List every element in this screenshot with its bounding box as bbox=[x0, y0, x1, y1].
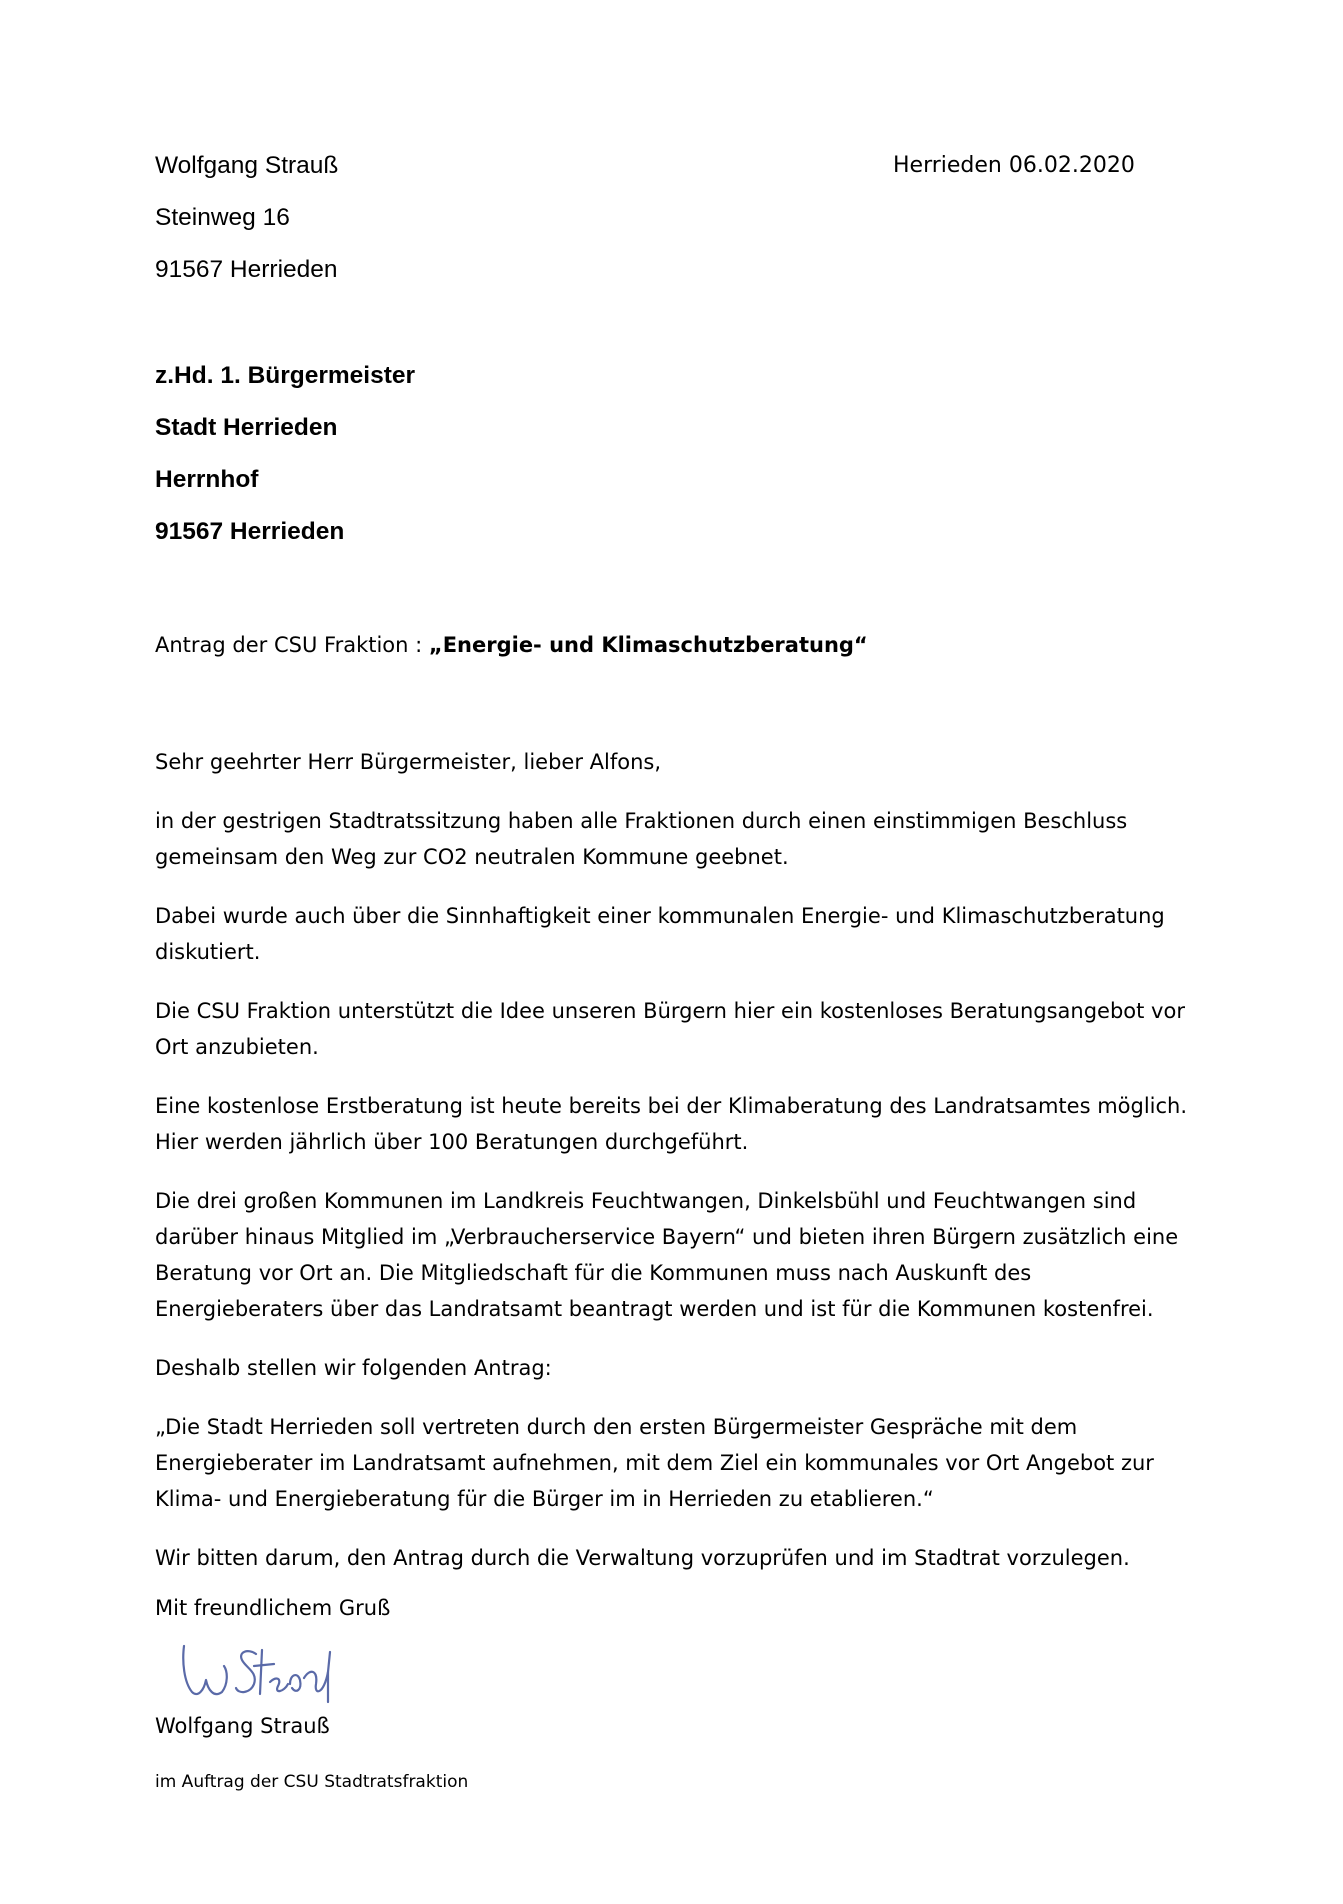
signer-note: im Auftrag der CSU Stadtratsfraktion bbox=[155, 1772, 469, 1792]
recipient-line-3: Herrnhof bbox=[155, 466, 259, 493]
salutation: Sehr geehrter Herr Bürgermeister, lieber Alfons, bbox=[155, 750, 662, 774]
body-paragraph: „Die Stadt Herrieden soll vertreten durch den ersten Bürgermeister Gespräche mit dem Energieberater im Landratsamt aufnehmen, mit dem Ziel ein kommunales vor Ort Angebot zur Klima- und Energieberatung für die Bürger im in Herrieden zu etablieren.“ bbox=[155, 1415, 1154, 1511]
body-paragraph: Deshalb stellen wir folgenden Antrag: bbox=[155, 1356, 552, 1380]
recipient-line-1: z.Hd. 1. Bürgermeister bbox=[155, 362, 416, 389]
handwritten-signature bbox=[178, 1632, 338, 1704]
sender-name: Wolfgang Strauß bbox=[155, 152, 339, 179]
place-date: Herrieden 06.02.2020 bbox=[893, 153, 1135, 178]
recipient-line-4: 91567 Herrieden bbox=[155, 518, 345, 545]
recipient-address bbox=[155, 358, 415, 566]
body-paragraph: Wir bitten darum, den Antrag durch die Verwaltung vorzuprüfen und im Stadtrat vorzulegen. bbox=[155, 1546, 1130, 1570]
sender-address bbox=[155, 148, 338, 304]
subject-title: „Energie- und Klimaschutzberatung“ bbox=[428, 633, 868, 657]
subject-prefix: Antrag der CSU Fraktion : bbox=[155, 633, 429, 657]
letter-body bbox=[155, 744, 1205, 1599]
closing-phrase: Mit freundlichem Gruß bbox=[155, 1596, 391, 1620]
recipient-line-2: Stadt Herrieden bbox=[155, 414, 338, 441]
subject-line bbox=[155, 628, 868, 662]
signature-name: Wolfgang Strauß bbox=[155, 1714, 330, 1738]
body-paragraph: Die CSU Fraktion unterstützt die Idee unseren Bürgern hier ein kostenloses Beratungsangebot vor Ort anzubieten. bbox=[155, 999, 1185, 1059]
body-paragraph: Dabei wurde auch über die Sinnhaftigkeit einer kommunalen Energie- und Klimaschutzberatung diskutiert. bbox=[155, 904, 1165, 964]
sender-street: Steinweg 16 bbox=[155, 204, 290, 231]
body-paragraph: in der gestrigen Stadtratssitzung haben alle Fraktionen durch einen einstimmigen Beschluss gemeinsam den Weg zur CO2 neutralen Kommune geebnet. bbox=[155, 809, 1128, 869]
body-paragraph: Eine kostenlose Erstberatung ist heute bereits bei der Klimaberatung des Landratsamtes möglich. Hier werden jährlich über 100 Beratungen durchgeführt. bbox=[155, 1094, 1188, 1154]
body-paragraph: Die drei großen Kommunen im Landkreis Feuchtwangen, Dinkelsbühl und Feuchtwangen sind darüber hinaus Mitglied im „Verbraucherservice Bayern“ und bieten ihren Bürgern zusätzlich eine Beratung vor Ort an. Die Mitgliedschaft für die Kommunen muss nach Auskunft des Energieberaters über das Landratsamt beantragt werden und ist für die Kommunen kostenfrei. bbox=[155, 1189, 1179, 1321]
sender-city: 91567 Herrieden bbox=[155, 256, 338, 283]
